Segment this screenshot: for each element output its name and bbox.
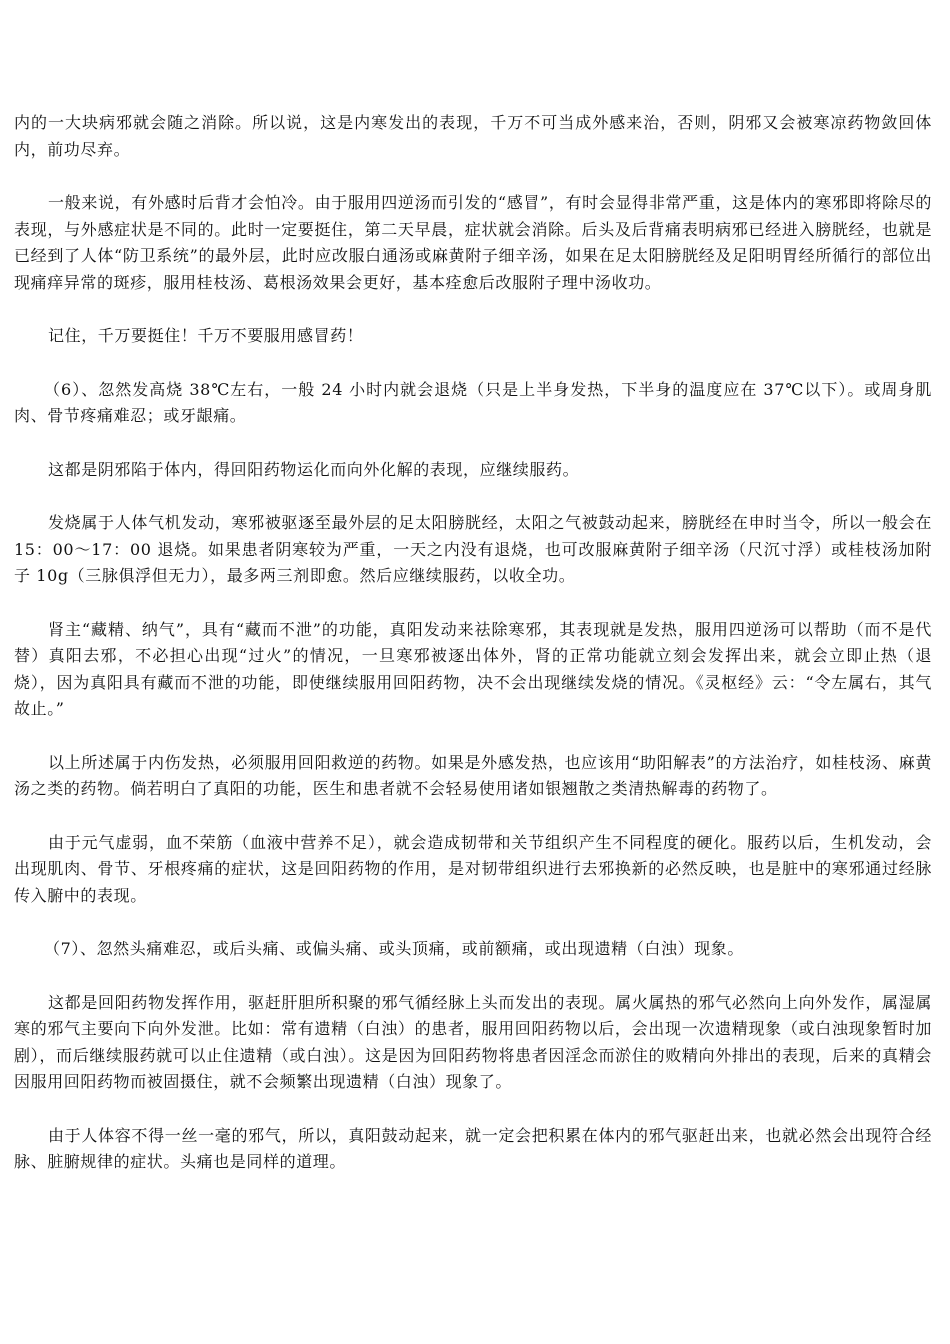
- paragraph-item-7: （7）、忽然头痛难忍，或后头痛、或偏头痛、或头顶痛，或前额痛，或出现遗精（白浊）现象。: [44, 939, 744, 958]
- paragraph-fever: 发烧属于人体气机发动，寒邪被驱逐至最外层的足太阳膀胱经，太阳之气被鼓动起来，膀胱经在申时当令，所以一般会在 15：00～17：00 退烧。如果患者阴寒较为严重，一天之内没有退烧，也可改服麻黄附子细辛汤（尺沉寸浮）或桂枝汤加附子 10g（三脉俱浮但无力），最多两三剂即愈。然后应继续服药，以收全功。: [14, 513, 932, 585]
- paragraph-cold-symptoms: 一般来说，有外感时后背才会怕冷。由于服用四逆汤而引发的“感冒”，有时会显得非常严重，这是体内的寒邪即将除尽的表现，与外感症状是不同的。此时一定要挺住，第二天早晨，症状就会消除。后头及后背痛表明病邪已经进入膀胱经，也就是已经到了人体“防卫系统”的最外层，此时应改服白通汤或麻黄附子细辛汤，如果在足太阳膀胱经及足阳明胃经所循行的部位出现痛痒异常的斑疹，服用桂枝汤、葛根汤效果会更好，基本痊愈后改服附子理中汤收功。: [14, 193, 932, 292]
- paragraph-headache-cause: 这都是回阳药物发挥作用，驱赶肝胆所积聚的邪气循经脉上头而发出的表现。属火属热的邪气必然向上向外发作，属湿属寒的邪气主要向下向外发泄。比如：常有遗精（白浊）的患者，服用回阳药物以后，会出现一次遗精现象（或白浊现象暂时加剧），而后继续服药就可以止住遗精（或白浊）。这是因为回阳药物将患者因淫念而淤住的败精向外排出的表现，后来的真精会因服用回阳药物而被固摄住，就不会频繁出现遗精（白浊）现象了。: [14, 992, 932, 1091]
- paragraph-tendons: 由于元气虚弱，血不荣筋（血液中营养不足），就会造成韧带和关节组织产生不同程度的硬化。服药以后，生机发动，会出现肌肉、骨节、牙根疼痛的症状，这是回阳药物的作用，是对韧带组织进行去邪换新的必然反映，也是脏中的寒邪通过经脉传入腑中的表现。: [14, 832, 932, 905]
- paragraph-item-6: （6）、忽然发高烧 38℃左右，一般 24 小时内就会退烧（只是上半身发热，下半身的温度应在 37℃以下）。或周身肌肉、骨节疼痛难忍；或牙龈痛。: [14, 379, 932, 425]
- paragraph-conclusion: 由于人体容不得一丝一毫的邪气，所以，真阳鼓动起来，就一定会把积累在体内的邪气驱赶出来，也就必然会出现符合经脉、脏腑规律的症状。头痛也是同样的道理。: [14, 1125, 932, 1171]
- paragraph-kidney: 肾主“藏精、纳气”，具有“藏而不泄”的功能，真阳发动来祛除寒邪，其表现就是发热，服用四逆汤可以帮助（而不是代替）真阳去邪，不必担心出现“过火”的情况，一旦寒邪被逐出体外，肾的正常功能就立刻会发挥出来，就会立即止热（退烧），因为真阳具有藏而不泄的功能，即使继续服用回阳药物，决不会出现继续发烧的情况。《灵枢经》云：“令左属右，其气故止。”: [14, 619, 932, 718]
- paragraph-reminder: 记住，千万要挺住！千万不要服用感冒药！: [48, 326, 364, 345]
- paragraph-internal-fever: 以上所述属于内伤发热，必须服用回阳救逆的药物。如果是外感发热，也应该用“助阳解表”的方法治疗，如桂枝汤、麻黄汤之类的药物。倘若明白了真阳的功能，医生和患者就不会轻易使用诸如银翘散之类清热解毒的药物了。: [14, 752, 932, 798]
- paragraph-yin-evil: 这都是阴邪陷于体内，得回阳药物运化而向外化解的表现，应继续服药。: [48, 459, 580, 479]
- paragraph-continuation: 内的一大块病邪就会随之消除。所以说，这是内寒发出的表现，千万不可当成外感来治，否则，阴邪又会被寒凉药物敛回体内，前功尽弃。: [14, 113, 932, 159]
